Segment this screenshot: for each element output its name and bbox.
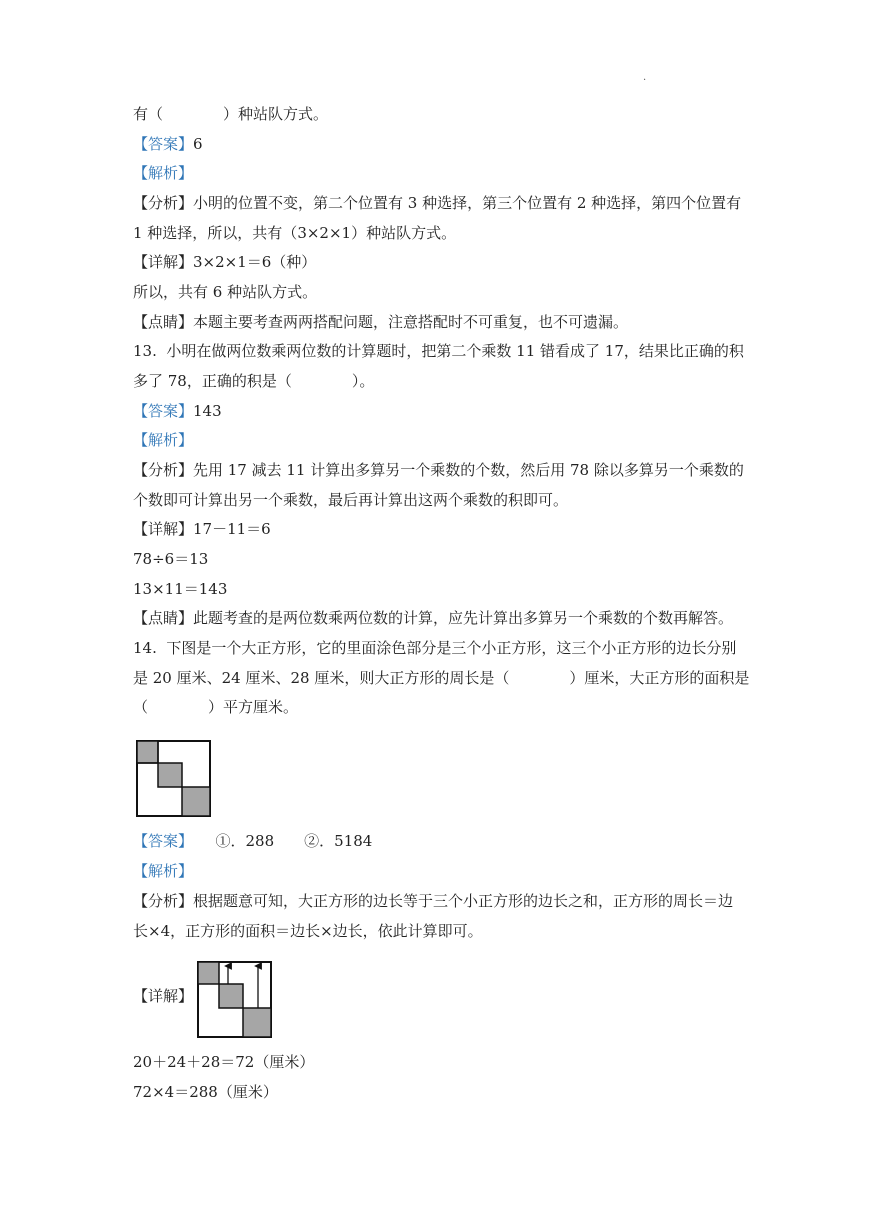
- answer-13: [133, 401, 222, 421]
- detail-12: 【详解】3×2×1＝6（种）: [133, 253, 317, 271]
- answer-label: 【答案】: [133, 832, 186, 850]
- comment-12: 【点睛】本题主要考查两两搭配问题，注意搭配时不可重复，也不可遗漏。: [133, 313, 629, 331]
- question-12-tail: 有（ ）种站队方式。: [133, 105, 329, 123]
- analysis-label: 【解析】: [133, 164, 194, 182]
- question-14-line-1: 14. 下图是一个大正方形，它的里面涂色部分是三个小正方形，这三个小正方形的边长分别: [133, 639, 737, 657]
- question-14-line-2: 是 20 厘米、24 厘米、28 厘米，则大正方形的周长是（ ）厘米，大正方形的面积是: [133, 669, 750, 687]
- analysis-13-line-1: 【分析】先用 17 减去 11 计算出多算另一个乘数的个数，然后用 78 除以多算另一个乘数的: [133, 461, 744, 479]
- detail-13-step-2: 78÷6＝13: [133, 550, 209, 568]
- detail-12-conclusion: 所以，共有 6 种站队方式。: [133, 283, 318, 301]
- analysis-label: 【解析】: [133, 862, 194, 880]
- question-14-line-3: （ ）平方厘米。: [133, 698, 299, 716]
- comment-13: 【点睛】此题考查的是两位数乘两位数的计算，应先计算出多算另一个乘数的个数再解答。: [133, 609, 734, 627]
- analysis-14-line-2: 长×4，正方形的面积＝边长×边长，依此计算即可。: [133, 922, 483, 940]
- detail-13-step-1: 【详解】17－11＝6: [133, 520, 271, 538]
- detail-13-step-3: 13×11＝143: [133, 580, 228, 598]
- analysis-14-line-1: 【分析】根据题意可知，大正方形的边长等于三个小正方形的边长之和，正方形的周长＝边: [133, 892, 734, 910]
- question-13-line-2: 多了 78，正确的积是（ ）。: [133, 372, 375, 390]
- squares-arrows-figure: [197, 961, 273, 1039]
- detail-14-step-2: 72×4＝288（厘米）: [133, 1083, 278, 1101]
- answer-value: 143: [193, 402, 222, 420]
- analysis-label: 【解析】: [133, 431, 194, 449]
- answer-label: 【答案】: [133, 402, 194, 420]
- question-13-line-1: 13. 小明在做两位数乘两位数的计算题时，把第二个乘数 11 错看成了 17，结果比正确的积: [133, 342, 744, 360]
- analysis-12-line-2: 1 种选择，所以，共有（3×2×1）种站队方式。: [133, 224, 457, 242]
- analysis-13-line-2: 个数即可计算出另一个乘数，最后再计算出这两个乘数的积即可。: [133, 491, 569, 509]
- header-dot: .: [643, 72, 647, 83]
- detail-14-step-1: 20＋24＋28＝72（厘米）: [133, 1053, 315, 1071]
- answer-14: [133, 831, 372, 851]
- answer-label: 【答案】: [133, 135, 194, 153]
- answer-value: ①．288 ②．5184: [185, 832, 373, 850]
- answer-value: 6: [193, 135, 203, 153]
- answer-12: [133, 134, 203, 154]
- squares-figure: [136, 740, 212, 818]
- analysis-12-line-1: 【分析】小明的位置不变，第二个位置有 3 种选择，第三个位置有 2 种选择，第四个位置有: [133, 194, 742, 212]
- detail-14-label: 【详解】: [133, 987, 194, 1005]
